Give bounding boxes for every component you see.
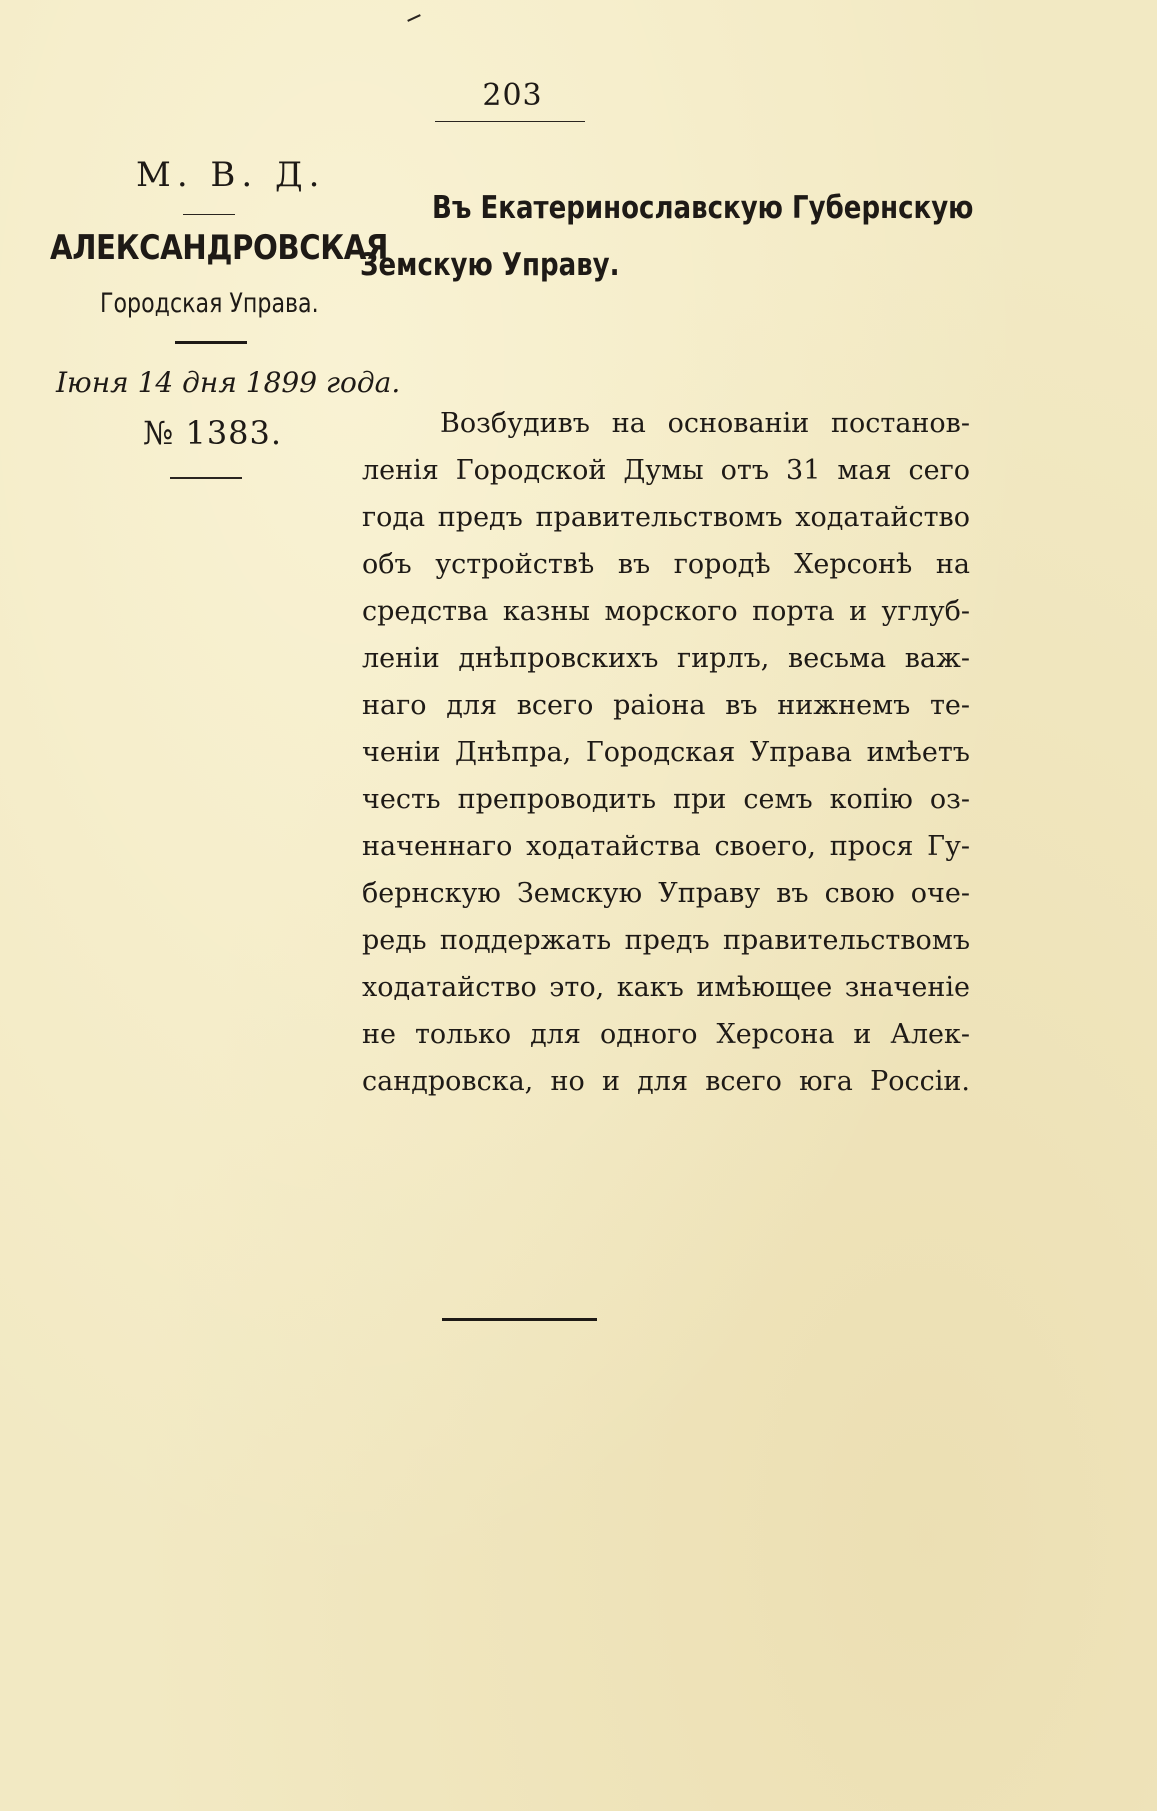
body-line: объ устройствѣ въ городѣ Херсонѣ на [362, 549, 970, 580]
header-rule [175, 341, 247, 344]
document-number: № 1383. [143, 414, 283, 452]
body-line: Возбудивъ на основаніи постанов- [440, 408, 970, 439]
body-line: ходатайство это, какъ имѣющее значеніе [362, 972, 970, 1003]
body-line: бернскую Земскую Управу въ свою оче- [362, 878, 970, 909]
organization-name: АЛЕКСАНДРОВСКАЯ [50, 228, 389, 268]
body-line: честь препроводить при семъ копію оз- [362, 784, 970, 815]
body-line: леніи днѣпровскихъ гирлъ, весьма важ- [362, 643, 970, 674]
body-line: сандровска, но и для всего юга Россіи. [362, 1066, 970, 1097]
body-line: ленія Городской Думы отъ 31 мая сего [362, 455, 970, 486]
addressee-line-2: Земскую Управу. [360, 247, 620, 283]
number-dash [170, 477, 242, 479]
header-dash [183, 214, 235, 215]
addressee-line-1: Въ Екатеринославскую Губернскую [432, 190, 974, 226]
body-line: не только для одного Херсона и Алек- [362, 1019, 970, 1050]
body-line: редь поддержать предъ правительствомъ [362, 925, 970, 956]
closing-rule [442, 1318, 597, 1321]
organization-sub: Городская Управа. [100, 288, 319, 319]
page-number-rule [435, 121, 585, 122]
body-line: наченнаго ходатайства своего, прося Гу- [362, 831, 970, 862]
letter-body [362, 400, 970, 1105]
page-number: 203 [482, 78, 543, 113]
body-line: наго для всего раіона въ нижнемъ те- [362, 690, 970, 721]
body-line: года предъ правительствомъ ходатайство [362, 502, 970, 533]
body-line: средства казны морского порта и углуб- [362, 596, 970, 627]
document-date: Іюня 14 дня 1899 года. [56, 366, 401, 399]
ink-mark [407, 14, 421, 22]
body-line: ченіи Днѣпра, Городская Управа имѣетъ [362, 737, 970, 768]
ministry-label: М. В. Д. [136, 155, 326, 195]
